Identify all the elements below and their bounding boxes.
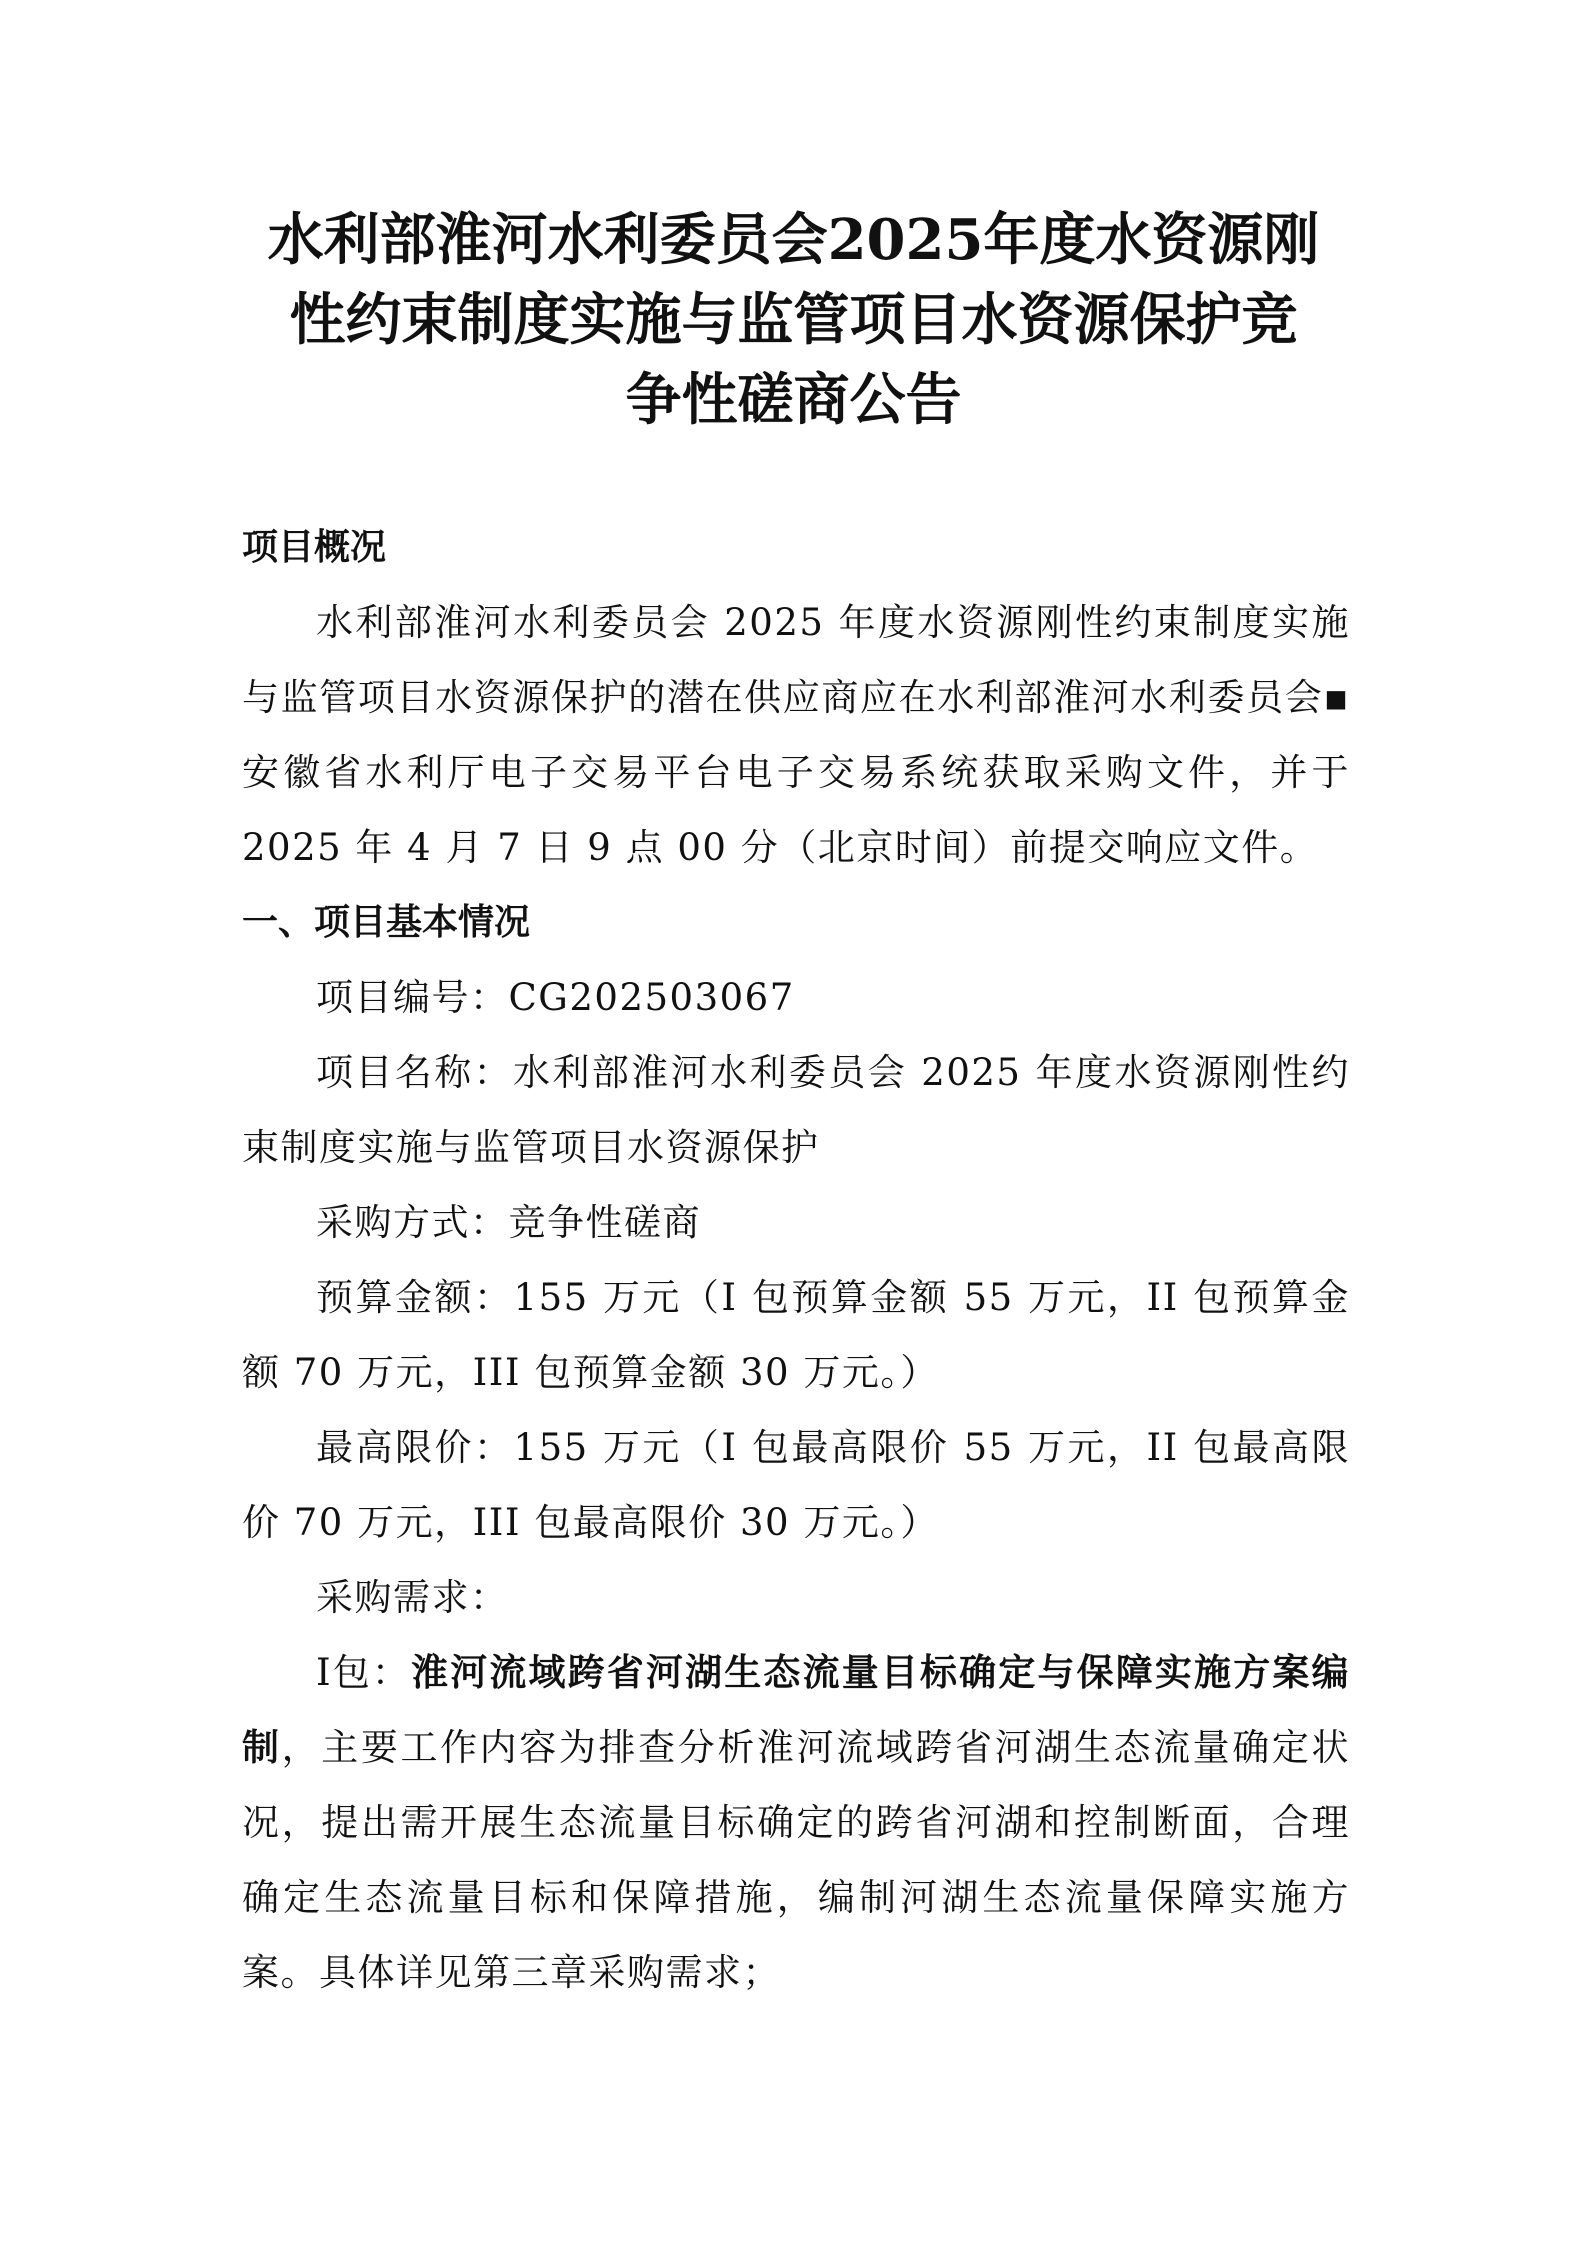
- document-body: [242, 510, 1350, 2010]
- max-price: 最高限价：155 万元（I 包最高限价 55 万元，II 包最高限价 70 万元，III 包最高限价 30 万元。）: [242, 1426, 1350, 1544]
- package-1-title: 淮河流域跨省河湖生态流量目标确定与保障实施方案编制: [242, 1650, 1351, 1769]
- package-1-prefix: Ⅰ包：: [316, 1651, 412, 1694]
- page-title: [230, 200, 1357, 440]
- procurement-demand-label: 采购需求：: [316, 1576, 509, 1619]
- package-1-paragraph: [242, 1635, 1350, 2010]
- overview-paragraph: 水利部淮河水利委员会 2025 年度水资源刚性约束制度实施与监管项目水资源保护的潜在供应商应在水利部淮河水利委员会▪安徽省水利厅电子交易平台电子交易系统获取采购文件，并于 2025 年 4 月 7 日 9 点 00 分（北京时间）前提交响应文件。: [242, 601, 1350, 869]
- title-line-3: 争性磋商公告: [625, 367, 962, 433]
- procurement-method: 采购方式：竞争性磋商: [316, 1201, 701, 1244]
- package-1-description: ，主要工作内容为排查分析淮河流域跨省河湖生态流量确定状况，提出需开展生态流量目标确定的跨省河湖和控制断面，合理确定生态流量目标和保障措施，编制河湖生态流量保障实施方案。具体详见第三章采购需求；: [242, 1726, 1351, 1994]
- title-line-2: 性约束制度实施与监管项目水资源保护竞: [289, 287, 1298, 353]
- overview-heading: 项目概况: [242, 527, 387, 568]
- budget-amount: 预算金额：155 万元（I 包预算金额 55 万元，II 包预算金额 70 万元，III 包预算金额 30 万元。）: [242, 1276, 1350, 1394]
- title-line-1: 水利部淮河水利委员会2025年度水资源刚: [267, 207, 1320, 273]
- project-name: 项目名称：水利部淮河水利委员会 2025 年度水资源刚性约束制度实施与监管项目水资源保护: [242, 1051, 1350, 1169]
- project-number: 项目编号：CG202503067: [316, 976, 795, 1019]
- basic-info-heading: 一、项目基本情况: [242, 902, 531, 943]
